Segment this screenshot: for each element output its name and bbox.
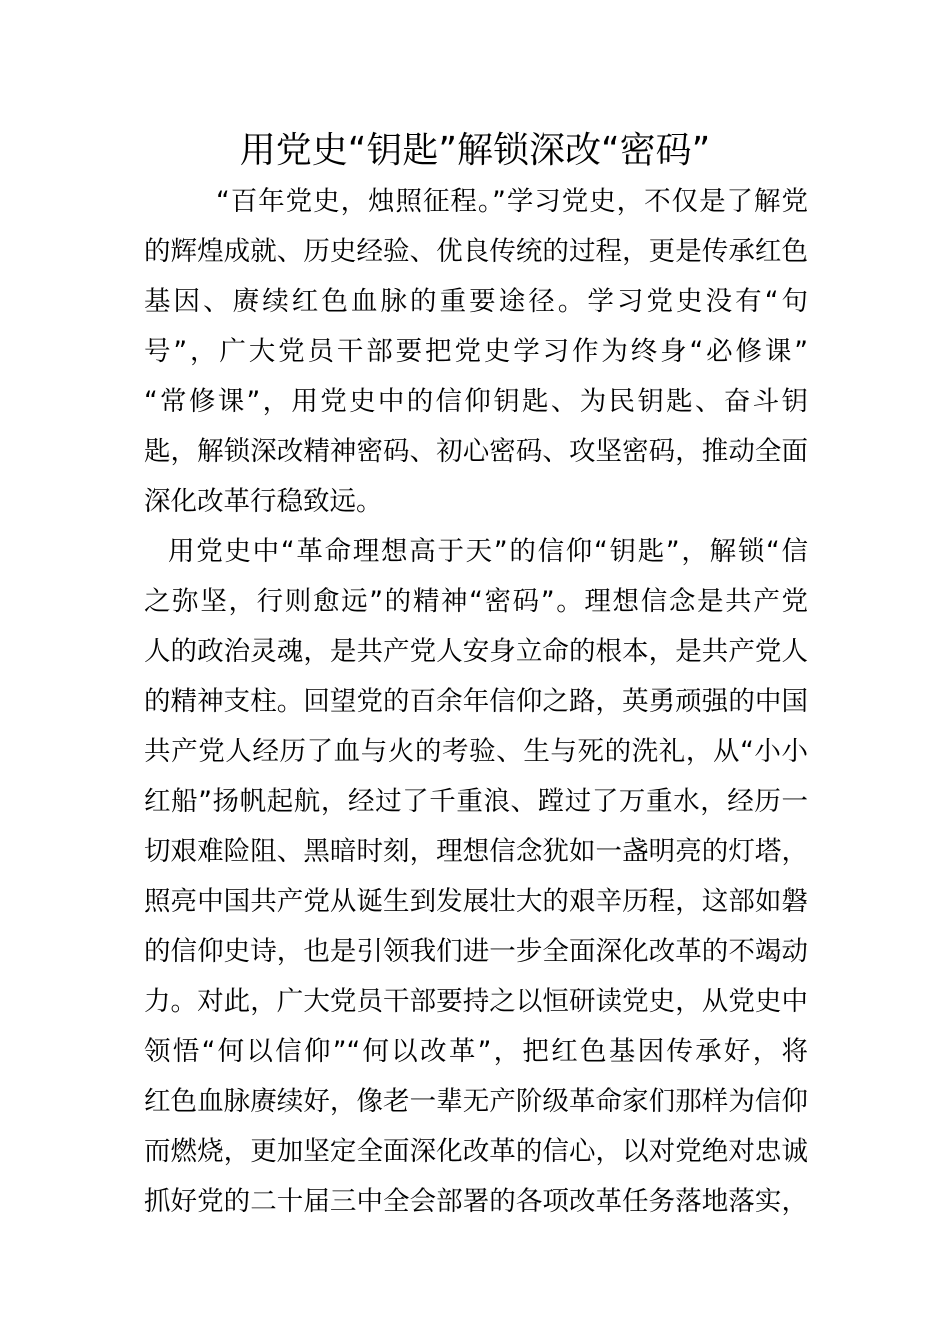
- paragraph-line: 人的政治灵魂，是共产党人安身立命的根本，是共产党人: [144, 636, 808, 667]
- paragraph-line: 力。对此，广大党员干部要持之以恒研读党史，从党史中: [144, 986, 808, 1017]
- paragraph-line: 领悟“何以信仰”“何以改革”，把红色基因传承好，将: [144, 1036, 808, 1067]
- paragraph-line: 红色血脉赓续好，像老一辈无产阶级革命家们那样为信仰: [144, 1086, 808, 1117]
- paragraph-line: 切艰难险阻、黑暗时刻，理想信念犹如一盏明亮的灯塔，: [144, 836, 808, 867]
- paragraph-line: “百年党史，烛照征程。”学习党史，不仅是了解党: [216, 186, 808, 217]
- paragraph-line: 的精神支柱。回望党的百余年信仰之路，英勇顽强的中国: [144, 686, 808, 717]
- paragraph-line: 号”，广大党员干部要把党史学习作为终身“必修课”: [144, 336, 808, 367]
- paragraph-line: 深化改革行稳致远。: [144, 486, 383, 517]
- paragraph-line: 的辉煌成就、历史经验、优良传统的过程，更是传承红色: [144, 236, 808, 267]
- paragraph-line: 匙，解锁深改精神密码、初心密码、攻坚密码，推动全面: [144, 436, 808, 467]
- paragraph-line: “常修课”，用党史中的信仰钥匙、为民钥匙、奋斗钥: [144, 386, 808, 417]
- paragraph-line: 共产党人经历了血与火的考验、生与死的洗礼，从“小小: [144, 736, 808, 767]
- paragraph-line: 之弥坚，行则愈远”的精神“密码”。理想信念是共产党: [144, 586, 808, 617]
- paragraph-line: 而燃烧，更加坚定全面深化改革的信心，以对党绝对忠诚: [144, 1136, 808, 1167]
- paragraph-line: 抓好党的二十届三中全会部署的各项改革任务落地落实，: [144, 1186, 808, 1217]
- paragraph-line: 的信仰史诗，也是引领我们进一步全面深化改革的不竭动: [144, 936, 808, 967]
- document-title: 用党史“钥匙”解锁深改“密码”: [239, 130, 711, 171]
- paragraph-line: 照亮中国共产党从诞生到发展壮大的艰辛历程，这部如磐: [144, 886, 808, 917]
- paragraph-line: 用党史中“革命理想高于天”的信仰“钥匙”，解锁“信: [168, 536, 808, 567]
- paragraph-line: 基因、赓续红色血脉的重要途径。学习党史没有“句: [144, 286, 808, 317]
- paragraph-line: 红船”扬帆起航，经过了千重浪、蹚过了万重水，经历一: [144, 786, 808, 817]
